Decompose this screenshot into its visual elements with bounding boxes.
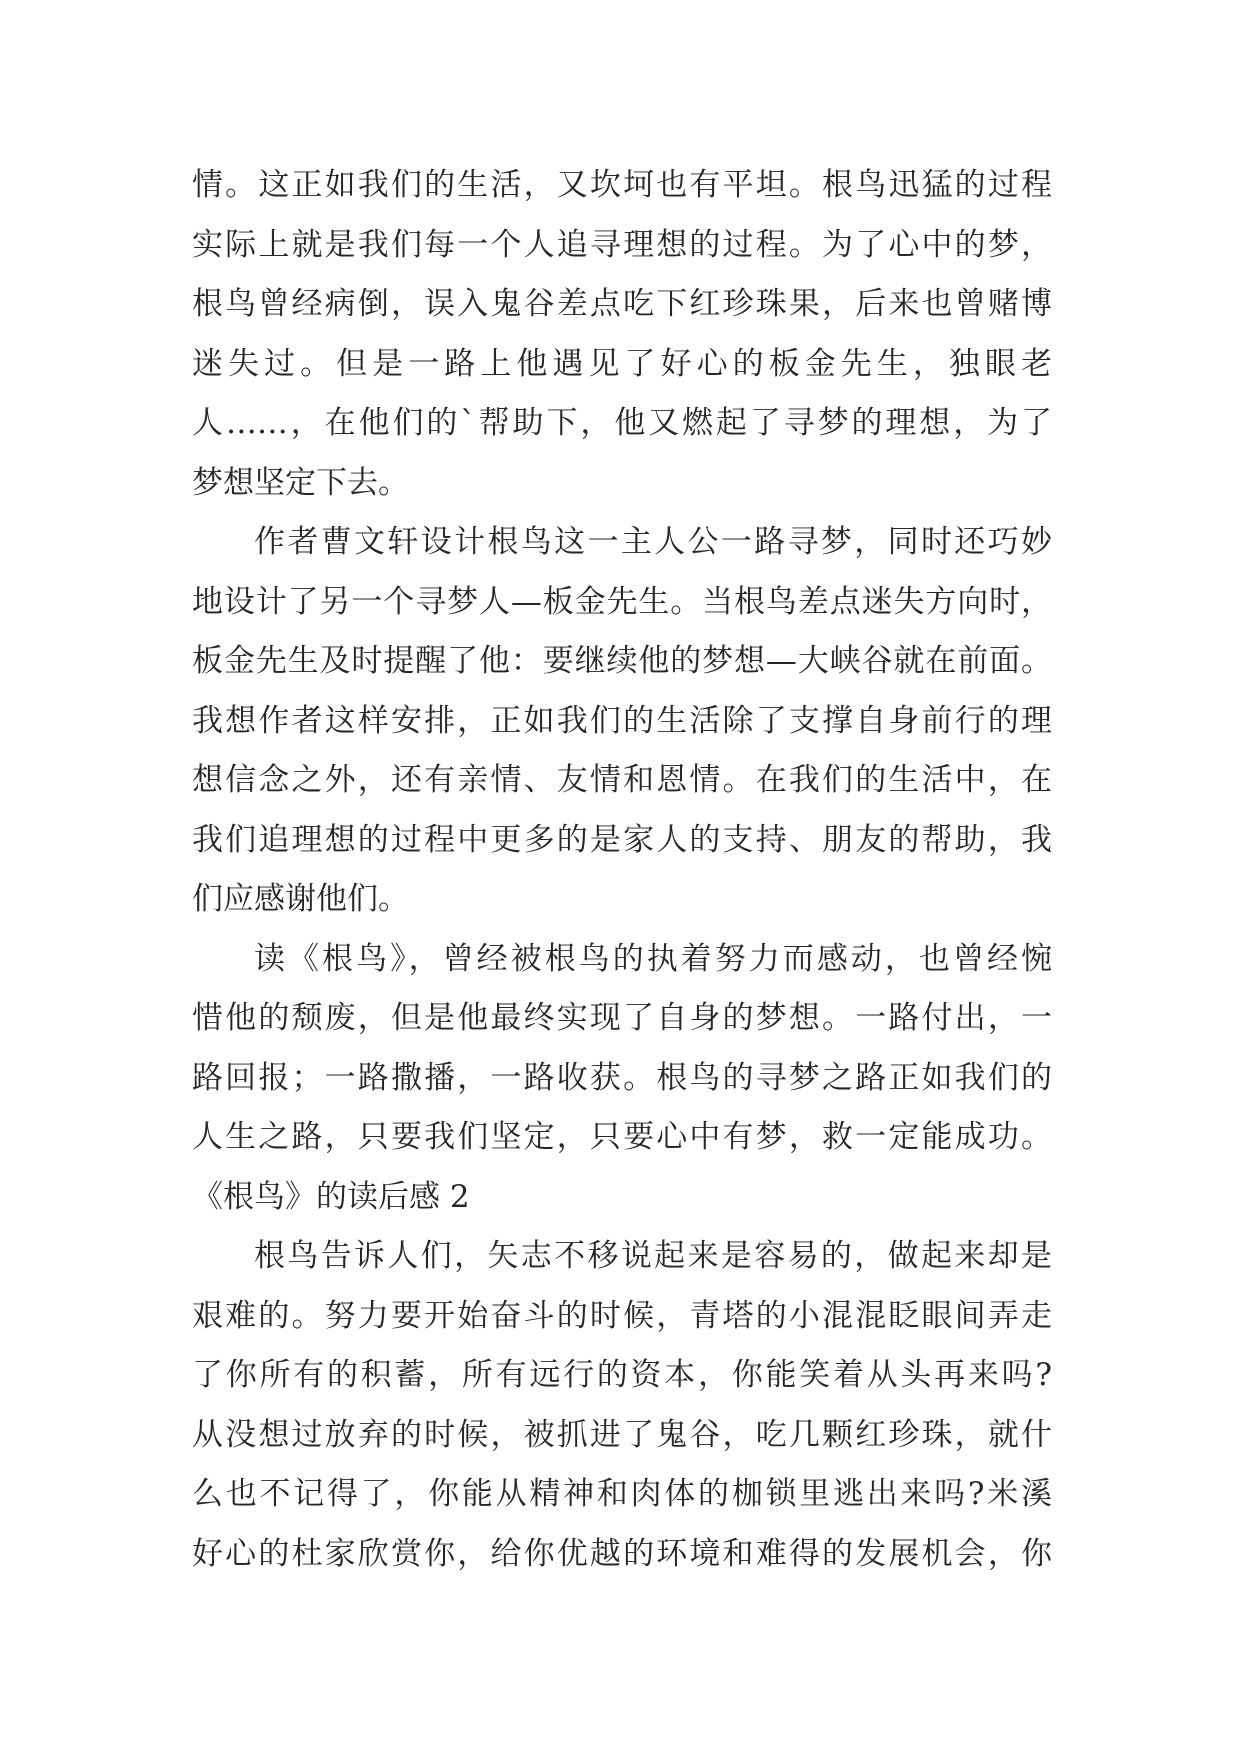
paragraph-line: 梦想坚定下去。: [192, 464, 409, 501]
paragraph-line: 我们追理想的过程中更多的是家人的支持、朋友的帮助，我: [192, 821, 1052, 858]
paragraph-line: 们应感谢他们。: [192, 881, 409, 917]
paragraph-line: 作者曹文轩设计根鸟这一主人公一路寻梦，同时还巧妙: [254, 524, 1052, 560]
paragraph-line: 板金先生及时提醒了他：要继续他的梦想—大峡谷就在前面。: [192, 643, 1052, 679]
paragraph-line: 读《根鸟》，曾经被根鸟的执着努力而感动，也曾经惋: [254, 940, 1052, 977]
paragraph-line: 想信念之外，还有亲情、友情和恩情。在我们的生活中，在: [192, 762, 1052, 798]
paragraph-line: 人……，在他们的`帮助下，他又燃起了寻梦的理想，为了: [192, 405, 1052, 441]
paragraph-line: 么也不记得了，你能从精神和肉体的枷锁里逃出来吗?米溪: [192, 1476, 1052, 1512]
paragraph-line: 实际上就是我们每一个人追寻理想的过程。为了心中的梦，: [192, 226, 1052, 263]
paragraph-line: 好心的杜家欣赏你，给你优越的环境和难得的发展机会，你: [192, 1535, 1052, 1572]
paragraph-line: 地设计了另一个寻梦人—板金先生。当根鸟差点迷失方向时，: [192, 583, 1052, 620]
paragraph-line: 人生之路，只要我们坚定，只要心中有梦，救一定能成功。: [192, 1119, 1052, 1155]
document-body: [192, 156, 1052, 1584]
paragraph-line: 艰难的。努力要开始奋斗的时候，青塔的小混混眨眼间弄走: [192, 1297, 1052, 1334]
paragraph-line: 迷失过。但是一路上他遇见了好心的板金先生，独眼老: [192, 345, 1052, 382]
section-heading: 《根鸟》的读后感 2: [192, 1178, 470, 1215]
paragraph-line: 我想作者这样安排，正如我们的生活除了支撑自身前行的理: [192, 702, 1052, 739]
paragraph-line: 情。这正如我们的生活，又坎坷也有平坦。根鸟迅猛的过程: [192, 167, 1052, 203]
paragraph-line: 了你所有的积蓄，所有远行的资本，你能笑着从头再来吗?: [192, 1357, 1052, 1393]
paragraph-line: 惜他的颓废，但是他最终实现了自身的梦想。一路付出，一: [192, 1000, 1052, 1036]
paragraph-line: 从没想过放弃的时候，被抓进了鬼谷，吃几颗红珍珠，就什: [192, 1416, 1052, 1453]
paragraph-line: 根鸟告诉人们，矢志不移说起来是容易的，做起来却是: [254, 1238, 1052, 1274]
paragraph-line: 路回报；一路撒播，一路收获。根鸟的寻梦之路正如我们的: [192, 1059, 1052, 1096]
paragraph-line: 根鸟曾经病倒，误入鬼谷差点吃下红珍珠果，后来也曾赌博: [192, 286, 1052, 322]
